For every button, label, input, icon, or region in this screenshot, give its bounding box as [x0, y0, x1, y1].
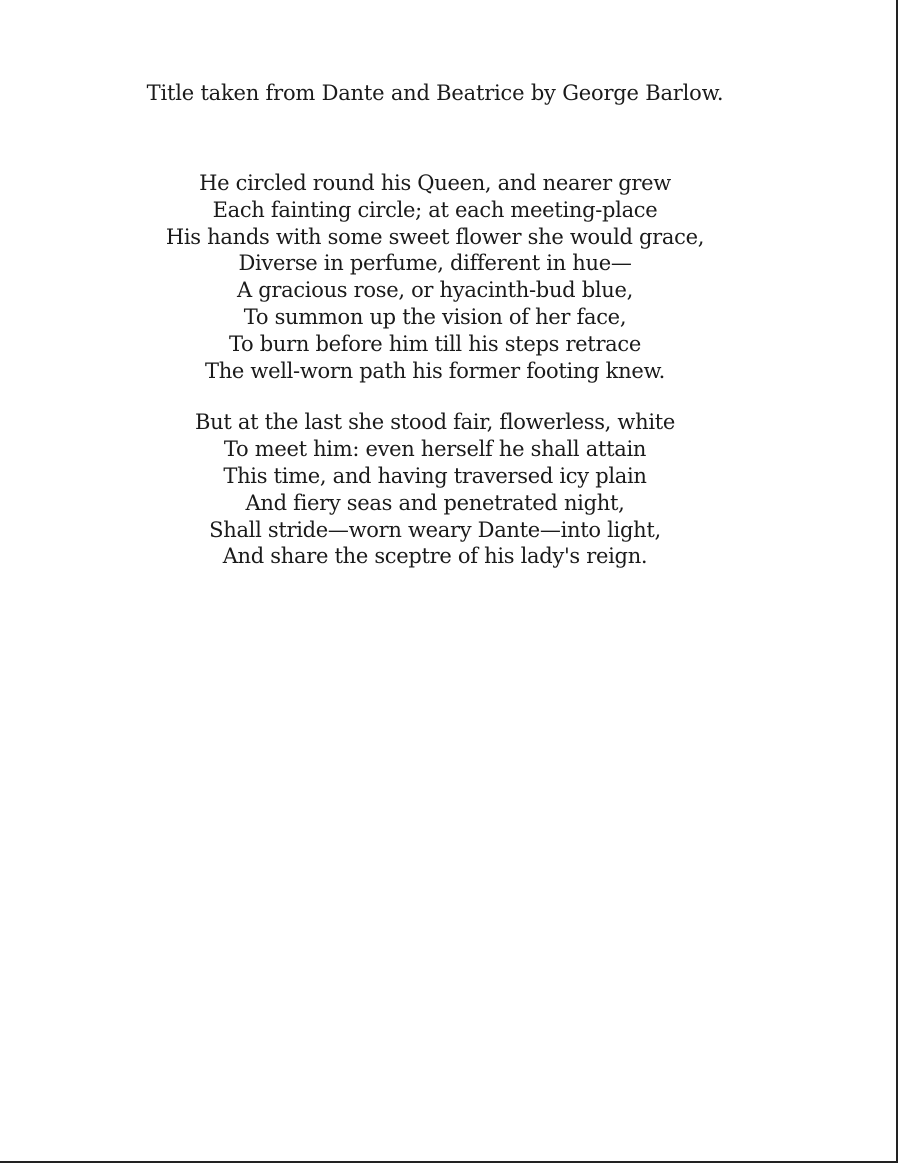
- poem-line: Diverse in perfume, different in hue—: [238, 251, 632, 276]
- poem-line: His hands with some sweet flower she would grace,: [165, 224, 705, 249]
- poem-line: To burn before him till his steps retrace: [228, 331, 641, 356]
- poem-line: And share the sceptre of his lady's reign.: [222, 544, 648, 569]
- poem-line: Each fainting circle; at each meeting-place: [212, 197, 658, 222]
- poem-line: But at the last she stood fair, flowerless, white: [194, 410, 676, 435]
- poem-content: [0, 78, 870, 570]
- stanza-1: [0, 170, 870, 384]
- poem-line: He circled round his Queen, and nearer grew: [199, 171, 671, 195]
- poem-line: The well-worn path his former footing knew.: [204, 358, 666, 383]
- title-attribution: Title taken from Dante and Beatrice by George Barlow.: [146, 81, 724, 105]
- poem-line: Shall stride—worn weary Dante—into light,: [209, 517, 661, 542]
- stanza-2: [0, 409, 870, 570]
- poem-line: This time, and having traversed icy plain: [223, 463, 647, 488]
- poem-line: A gracious rose, or hyacinth-bud blue,: [237, 278, 633, 303]
- poem-line: To meet him: even herself he shall attain: [223, 437, 647, 462]
- poem-line: And fiery seas and penetrated night,: [245, 490, 625, 515]
- poem-line: To summon up the vision of her face,: [243, 304, 627, 329]
